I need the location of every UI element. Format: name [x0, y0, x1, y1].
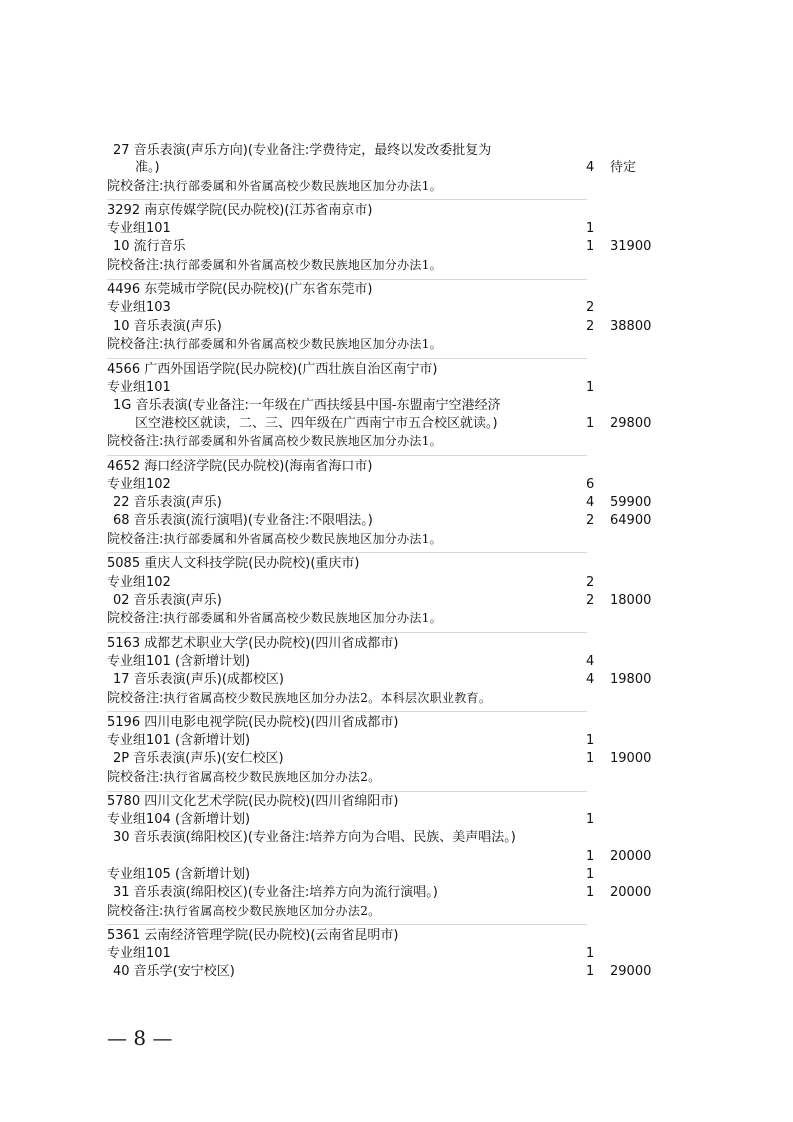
school-note-body: 执行部委属和外省属高校少数民族地区加分办法1。	[163, 611, 442, 625]
major-row	[0, 238, 793, 256]
major-name: 10 音乐表演(声乐)	[113, 319, 222, 334]
school-name: 4496 东莞城市学院(民办院校)(广东省东莞市)	[107, 282, 373, 297]
tuition-fee: 29000	[610, 964, 652, 979]
tuition-fee: 38800	[610, 319, 652, 334]
school-note-body: 执行部委属和外省属高校少数民族地区加分办法1。	[163, 337, 442, 351]
school-note-body: 执行部委属和外省属高校少数民族地区加分办法1。	[163, 179, 442, 193]
school-heading	[0, 202, 793, 220]
section-divider	[107, 711, 587, 712]
school-note	[0, 902, 793, 920]
school-note-label: 院校备注:	[107, 611, 164, 626]
major-row	[0, 592, 793, 610]
school-name: 5361 云南经济管理学院(民办院校)(云南省昆明市)	[107, 928, 399, 943]
plan-count: 4	[586, 160, 595, 175]
plan-count: 2	[586, 513, 595, 528]
major-group-row	[0, 379, 793, 397]
major-name: 40 音乐学(安宁校区)	[113, 964, 235, 979]
major-group-name: 专业组104 (含新增计划)	[107, 812, 251, 827]
major-group-name: 专业组102	[107, 477, 171, 492]
school-heading	[0, 714, 793, 732]
major-row	[0, 671, 793, 689]
school-heading	[0, 793, 793, 811]
major-group-row	[0, 574, 793, 592]
school-heading	[0, 281, 793, 299]
major-group-row	[0, 945, 793, 963]
major-group-name: 专业组101 (含新增计划)	[107, 654, 251, 669]
school-note	[0, 335, 793, 353]
school-note-text	[107, 609, 442, 628]
major-group-name: 专业组105 (含新增计划)	[107, 867, 251, 882]
section-divider	[107, 924, 587, 925]
plan-count: 1	[586, 239, 595, 254]
major-row	[0, 750, 793, 768]
school-note-text	[107, 902, 380, 921]
school-note-label: 院校备注:	[107, 770, 164, 785]
major-row	[0, 829, 793, 847]
section-divider	[107, 632, 587, 633]
section-divider	[107, 552, 587, 553]
school-heading	[0, 635, 793, 653]
major-name: 31 音乐表演(绵阳校区)(专业备注:培养方向为流行演唱。)	[113, 885, 438, 900]
tuition-fee: 18000	[610, 593, 652, 608]
major-group-row	[0, 811, 793, 829]
plan-count: 1	[586, 885, 595, 900]
tuition-fee: 19000	[610, 751, 652, 766]
major-group-row	[0, 299, 793, 317]
major-group-row	[0, 653, 793, 671]
plan-count: 1	[586, 416, 595, 431]
major-group-row	[0, 220, 793, 238]
major-group-name: 专业组102	[107, 575, 171, 590]
school-heading	[0, 927, 793, 945]
school-note-text	[107, 689, 491, 708]
major-row	[0, 512, 793, 530]
tuition-fee: 31900	[610, 239, 652, 254]
school-heading	[0, 361, 793, 379]
school-name: 4652 海口经济学院(民办院校)(海南省海口市)	[107, 459, 373, 474]
major-group-row	[0, 476, 793, 494]
page-number: — 8 —	[107, 1026, 173, 1050]
section-divider	[107, 358, 587, 359]
school-note-label: 院校备注:	[107, 904, 164, 919]
school-note-body: 执行省属高校少数民族地区加分办法2。	[163, 770, 381, 784]
section-divider	[107, 199, 587, 200]
school-note-body: 执行省属高校少数民族地区加分办法2。	[163, 904, 381, 918]
school-note-label: 院校备注:	[107, 532, 164, 547]
major-row	[0, 142, 793, 160]
major-group-name: 专业组101	[107, 221, 171, 236]
major-name: 区空港校区就读，二、三、四年级在广西南宁市五合校区就读。)	[135, 416, 498, 431]
major-name: 22 音乐表演(声乐)	[113, 495, 222, 510]
major-group-row	[0, 866, 793, 884]
section-divider	[107, 791, 587, 792]
major-row	[0, 848, 793, 866]
school-note	[0, 530, 793, 548]
school-note-text	[107, 177, 442, 196]
major-group-row	[0, 732, 793, 750]
plan-count: 1	[586, 867, 595, 882]
major-row	[0, 415, 793, 433]
plan-count: 1	[586, 964, 595, 979]
school-note	[0, 689, 793, 707]
plan-count: 1	[586, 221, 595, 236]
school-note-body: 执行部委属和外省属高校少数民族地区加分办法1。	[163, 258, 442, 272]
school-name: 5196 四川电影电视学院(民办院校)(四川省成都市)	[107, 715, 399, 730]
school-heading	[0, 555, 793, 573]
major-name: 30 音乐表演(绵阳校区)(专业备注:培养方向为合唱、民族、美声唱法。)	[113, 830, 516, 845]
major-group-name: 专业组101	[107, 946, 171, 961]
school-note-text	[107, 768, 380, 787]
school-name: 5085 重庆人文科技学院(民办院校)(重庆市)	[107, 556, 360, 571]
school-heading	[0, 458, 793, 476]
plan-count: 2	[586, 575, 595, 590]
school-note-body: 执行部委属和外省属高校少数民族地区加分办法1。	[163, 532, 442, 546]
major-group-name: 专业组103	[107, 300, 171, 315]
school-note	[0, 432, 793, 450]
school-note	[0, 256, 793, 274]
plan-count: 1	[586, 751, 595, 766]
major-row	[0, 884, 793, 902]
major-row	[0, 397, 793, 415]
school-note-text	[107, 256, 442, 275]
plan-count: 4	[586, 495, 595, 510]
major-row	[0, 494, 793, 512]
plan-count: 1	[586, 733, 595, 748]
tuition-fee: 20000	[610, 885, 652, 900]
school-note-text	[107, 335, 442, 354]
major-name: 68 音乐表演(流行演唱)(专业备注:不限唱法。)	[113, 513, 373, 528]
major-group-name: 专业组101	[107, 380, 171, 395]
school-note-label: 院校备注:	[107, 179, 164, 194]
school-name: 4566 广西外国语学院(民办院校)(广西壮族自治区南宁市)	[107, 362, 438, 377]
plan-count: 4	[586, 654, 595, 669]
school-note	[0, 768, 793, 786]
plan-count: 6	[586, 477, 595, 492]
major-name: 准。)	[135, 160, 160, 175]
tuition-fee: 64900	[610, 513, 652, 528]
tuition-fee: 待定	[610, 160, 637, 175]
tuition-fee: 59900	[610, 495, 652, 510]
school-note-label: 院校备注:	[107, 258, 164, 273]
major-group-name: 专业组101 (含新增计划)	[107, 733, 251, 748]
plan-count: 1	[586, 380, 595, 395]
major-name: 27 音乐表演(声乐方向)(专业备注:学费待定，最终以发改委批复为	[113, 143, 492, 158]
major-name: 10 流行音乐	[113, 239, 186, 254]
school-name: 5780 四川文化艺术学院(民办院校)(四川省绵阳市)	[107, 794, 399, 809]
school-name: 3292 南京传媒学院(民办院校)(江苏省南京市)	[107, 203, 373, 218]
school-name: 5163 成都艺术职业大学(民办院校)(四川省成都市)	[107, 636, 399, 651]
school-note-text	[107, 432, 442, 451]
major-name: 02 音乐表演(声乐)	[113, 593, 222, 608]
school-note-body: 执行部委属和外省属高校少数民族地区加分办法1。	[163, 434, 442, 448]
major-row	[0, 963, 793, 981]
plan-count: 2	[586, 300, 595, 315]
school-note	[0, 177, 793, 195]
tuition-fee: 19800	[610, 672, 652, 687]
school-note-label: 院校备注:	[107, 434, 164, 449]
plan-count: 1	[586, 946, 595, 961]
plan-count: 1	[586, 812, 595, 827]
section-divider	[107, 279, 587, 280]
school-note-text	[107, 530, 442, 549]
school-note	[0, 609, 793, 627]
plan-count: 2	[586, 593, 595, 608]
school-note-label: 院校备注:	[107, 337, 164, 352]
plan-count: 2	[586, 319, 595, 334]
major-row	[0, 318, 793, 336]
major-name: 2P 音乐表演(声乐)(安仁校区)	[113, 751, 284, 766]
school-note-body: 执行省属高校少数民族地区加分办法2。本科层次职业教育。	[163, 691, 492, 705]
major-name: 17 音乐表演(声乐)(成都校区)	[113, 672, 284, 687]
school-note-label: 院校备注:	[107, 691, 164, 706]
tuition-fee: 20000	[610, 849, 652, 864]
plan-count: 1	[586, 849, 595, 864]
major-row	[0, 159, 793, 177]
plan-count: 4	[586, 672, 595, 687]
tuition-fee: 29800	[610, 416, 652, 431]
major-name: 1G 音乐表演(专业备注:一年级在广西扶绥县中国-东盟南宁空港经济	[113, 398, 501, 413]
section-divider	[107, 455, 587, 456]
